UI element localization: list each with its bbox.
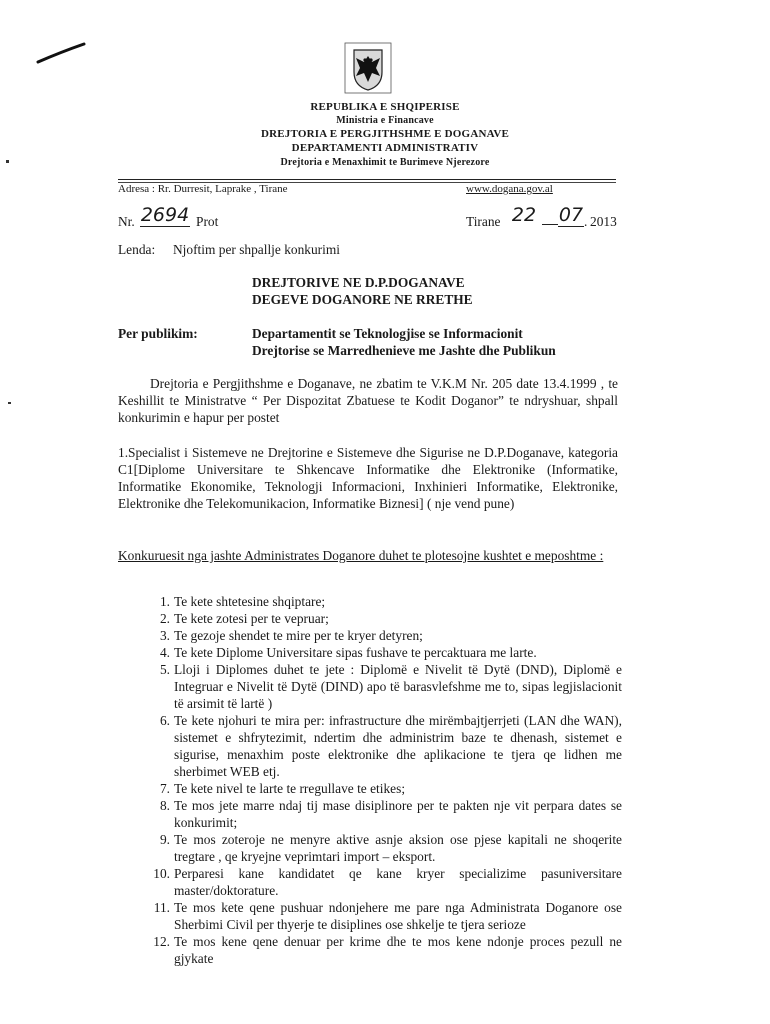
list-item: 12. Te mos kene qene denuar per krime dhe te mos kene ndonje proces pezull ne gjykate xyxy=(153,934,622,966)
list-item: 9. Te mos zoteroje ne menyre aktive asnje aksion ose pjese kapitali ne shoqerite tregtare , qe kryejne veprimtari import – eksport. xyxy=(159,832,622,864)
list-item: 6. Te kete njohuri te mira per: infrastructure dhe mirëmbajtjerrjeti (LAN dhe WAN), sistemet e shfrytezimit, ndertim dhe administrim baze te dhenash, sistemet e sigurise, menaxhim poste elektronike dhe aplikacione te tjera qe lidhen me sherbimet WEB etj. xyxy=(159,713,622,779)
recipient-2: DEGEVE DOGANORE NE RRETHE xyxy=(252,292,473,307)
header-ministry: Ministria e Financave xyxy=(336,115,434,126)
reference-prefix: Nr. xyxy=(118,214,135,229)
header-republic: REPUBLIKA E SHQIPERISE xyxy=(310,101,460,113)
intro-paragraph: Drejtoria e Pergjithshme e Doganave, ne zbatim te V.K.M Nr. 205 date 13.4.1999 , te Keshillit te Ministratve “ Per Dispozitat Zbatuese te Kodit Doganor” te ndryshuar, shpall konkurimin e hapur per postet xyxy=(118,376,618,425)
requirements-heading: Konkuruesit nga jashte Administrates Doganore duhet te plotesojne kushtet e meposhtme : xyxy=(118,548,604,563)
reference-suffix: Prot xyxy=(196,214,219,229)
list-item: 1. Te kete shtetesine shqiptare; xyxy=(159,594,326,609)
subject-label: Lenda: xyxy=(118,242,156,257)
list-item: 8. Te mos jete marre ndaj tij mase disiplinore per te pakten nje vit perpara dates se konkurimit; xyxy=(159,798,622,830)
date-day: 22 xyxy=(511,204,537,226)
header-rule xyxy=(118,179,616,180)
website-link[interactable]: www.dogana.gov.al xyxy=(466,183,553,195)
list-item: 7. Te kete nivel te larte te rregullave te etikes; xyxy=(159,781,406,796)
header-unit: Drejtoria e Menaxhimit te Burimeve Njerezore xyxy=(280,157,490,168)
publication-line-2: Drejtorise se Marredhenieve me Jashte dhe Publikun xyxy=(252,343,556,358)
requirements-list xyxy=(150,593,622,967)
scan-dot xyxy=(8,402,11,404)
list-item: 10. Perparesi kane kandidatet qe kane kryer specializime pasuniversitare master/doktorature. xyxy=(153,866,622,898)
position-paragraph: 1.Specialist i Sistemeve ne Drejtorine e Sistemeve dhe Sigurise ne D.P.Doganave, kategoria C1[Diplome Universitare te Shkencave Informatike dhe Elektronike (Informatike, Informatike Ekonomike, Teknologji Informacioni, Inxhinieri Informatike, Elektronike, Elektronike dhe Telekomunikacion, Informatike Biznesi] ( nje vend pune) xyxy=(118,445,618,511)
date-blank xyxy=(542,224,558,225)
coat-of-arms-emblem xyxy=(344,42,392,94)
list-item: 5. Lloji i Diplomes duhet te jete : Diplomë e Nivelit të Dytë (DND), Diplomë e Integruar e Nivelit të Dytë (DIND) apo të barasvlefshme me to, sipas legjislacionit të arsimit të lartë ) xyxy=(159,662,622,711)
date-year: 2013 xyxy=(590,214,617,229)
list-item: 3. Te gezoje shendet te mire per te kryer detyren; xyxy=(159,628,423,643)
list-item: 4. Te kete Diplome Universitare sipas fushave te percaktuara me larte. xyxy=(159,645,537,660)
header-directorate: DREJTORIA E PERGJITHSHME E DOGANAVE xyxy=(260,128,510,140)
date-month: 07 xyxy=(558,204,584,226)
list-item: 2. Te kete zotesi per te vepruar; xyxy=(159,611,329,626)
place-label: Tirane xyxy=(466,214,501,229)
reference-number: 2694 xyxy=(140,204,190,226)
subject-text: Njoftim per shpallje konkurimi xyxy=(173,242,340,257)
list-item: 11. Te mos kete qene pushuar ndonjehere me pare nga Administrata Doganore ose Sherbimi Civil per thyerje te disiplines ose shkelje te tjera serioze xyxy=(153,900,622,932)
recipient-1: DREJTORIVE NE D.P.DOGANAVE xyxy=(252,275,465,290)
publication-label: Per publikim: xyxy=(118,326,198,341)
address-text: Adresa : Rr. Durresit, Laprake , Tirane xyxy=(118,183,288,195)
publication-line-1: Departamentit se Teknologjise se Informacionit xyxy=(252,326,523,341)
header-department: DEPARTAMENTI ADMINISTRATIV xyxy=(291,142,479,154)
pen-mark xyxy=(36,40,88,66)
